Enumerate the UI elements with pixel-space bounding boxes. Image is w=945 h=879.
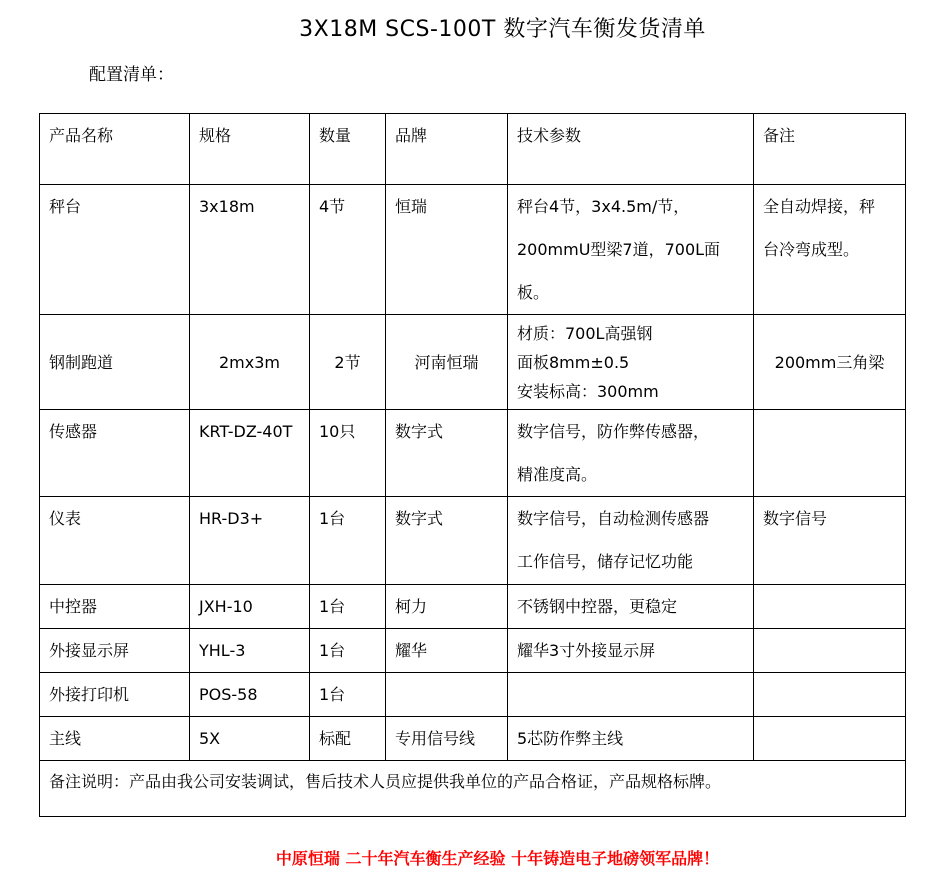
header-product-name: 产品名称 [40,114,190,185]
cell-remark [754,673,906,717]
cell-spec: 2mx3m [190,315,310,410]
cell-remark [754,717,906,761]
params-line: 200mmU型梁7道，700L面 [517,240,721,259]
document-title: 3X18M SCS-100T 数字汽车衡发货清单 [299,17,706,42]
cell-brand: 数字式 [386,497,508,585]
cell-spec: 5X [190,717,310,761]
cell-remark: 200mm三角梁 [754,315,906,410]
table-row [40,717,906,761]
cell-spec: JXH-10 [190,585,310,629]
cell-name: 秤台 [40,185,190,315]
cell-params [508,497,754,585]
cell-name: 钢制跑道 [40,315,190,410]
cell-qty: 1台 [310,585,386,629]
header-spec: 规格 [190,114,310,185]
cell-brand: 专用信号线 [386,717,508,761]
cell-brand: 河南恒瑞 [386,315,508,410]
cell-spec: 3x18m [190,185,310,315]
footer-slogan: 中原恒瑞 二十年汽车衡生产经验 十年铸造电子地磅领军品牌！ [275,849,720,868]
cell-brand: 耀华 [386,629,508,673]
table-row [40,673,906,717]
cell-qty: 2节 [310,315,386,410]
params-line: 精准度高。 [517,465,598,484]
params-line: 板。 [517,283,550,302]
cell-name: 外接显示屏 [40,629,190,673]
params-line: 面板8mm±0.5 [517,352,630,372]
params-line: 秤台4节，3x4.5m/节， [517,197,690,216]
config-list-label: 配置清单： [89,65,174,85]
cell-qty: 10只 [310,410,386,497]
cell-spec: KRT-DZ-40T [190,410,310,497]
cell-name: 仪表 [40,497,190,585]
cell-remark: 数字信号 [754,497,906,585]
cell-params [508,185,754,315]
remark-line: 全自动焊接，秤 [763,197,876,216]
note-text: 备注说明：产品由我公司安装调试，售后技术人员应提供我单位的产品合格证，产品规格标牌。 [40,761,906,817]
table-row [40,185,906,315]
table-row [40,315,906,410]
shipping-list-table [39,113,906,817]
cell-params: 不锈钢中控器，更稳定 [508,585,754,629]
cell-spec: POS-58 [190,673,310,717]
cell-qty: 1台 [310,629,386,673]
cell-params [508,315,754,410]
table-note-row [40,761,906,817]
params-line: 数字信号，防作弊传感器， [517,422,710,441]
cell-params: 5芯防作弊主线 [508,717,754,761]
table-header-row [40,114,906,185]
cell-remark [754,185,906,315]
cell-name: 主线 [40,717,190,761]
header-brand: 品牌 [386,114,508,185]
cell-brand: 柯力 [386,585,508,629]
cell-params [508,410,754,497]
header-tech-params: 技术参数 [508,114,754,185]
cell-qty: 1台 [310,497,386,585]
cell-name: 中控器 [40,585,190,629]
cell-brand: 恒瑞 [386,185,508,315]
header-remark: 备注 [754,114,906,185]
table-row [40,585,906,629]
header-quantity: 数量 [310,114,386,185]
cell-remark [754,410,906,497]
cell-name: 传感器 [40,410,190,497]
cell-params: 耀华3寸外接显示屏 [508,629,754,673]
cell-qty: 4节 [310,185,386,315]
cell-spec: YHL-3 [190,629,310,673]
params-line: 材质：700L高强钢 [517,323,653,343]
params-line: 安装标高：300mm [517,381,659,401]
params-line: 数字信号，自动检测传感器 [517,509,710,528]
cell-qty: 1台 [310,673,386,717]
params-line: 工作信号，储存记忆功能 [517,552,694,571]
cell-brand: 数字式 [386,410,508,497]
cell-remark [754,585,906,629]
cell-qty: 标配 [310,717,386,761]
remark-line: 台冷弯成型。 [763,240,860,259]
cell-name: 外接打印机 [40,673,190,717]
table-row [40,629,906,673]
cell-brand [386,673,508,717]
cell-params [508,673,754,717]
cell-remark [754,629,906,673]
cell-spec: HR-D3+ [190,497,310,585]
table-row [40,497,906,585]
table-row [40,410,906,497]
